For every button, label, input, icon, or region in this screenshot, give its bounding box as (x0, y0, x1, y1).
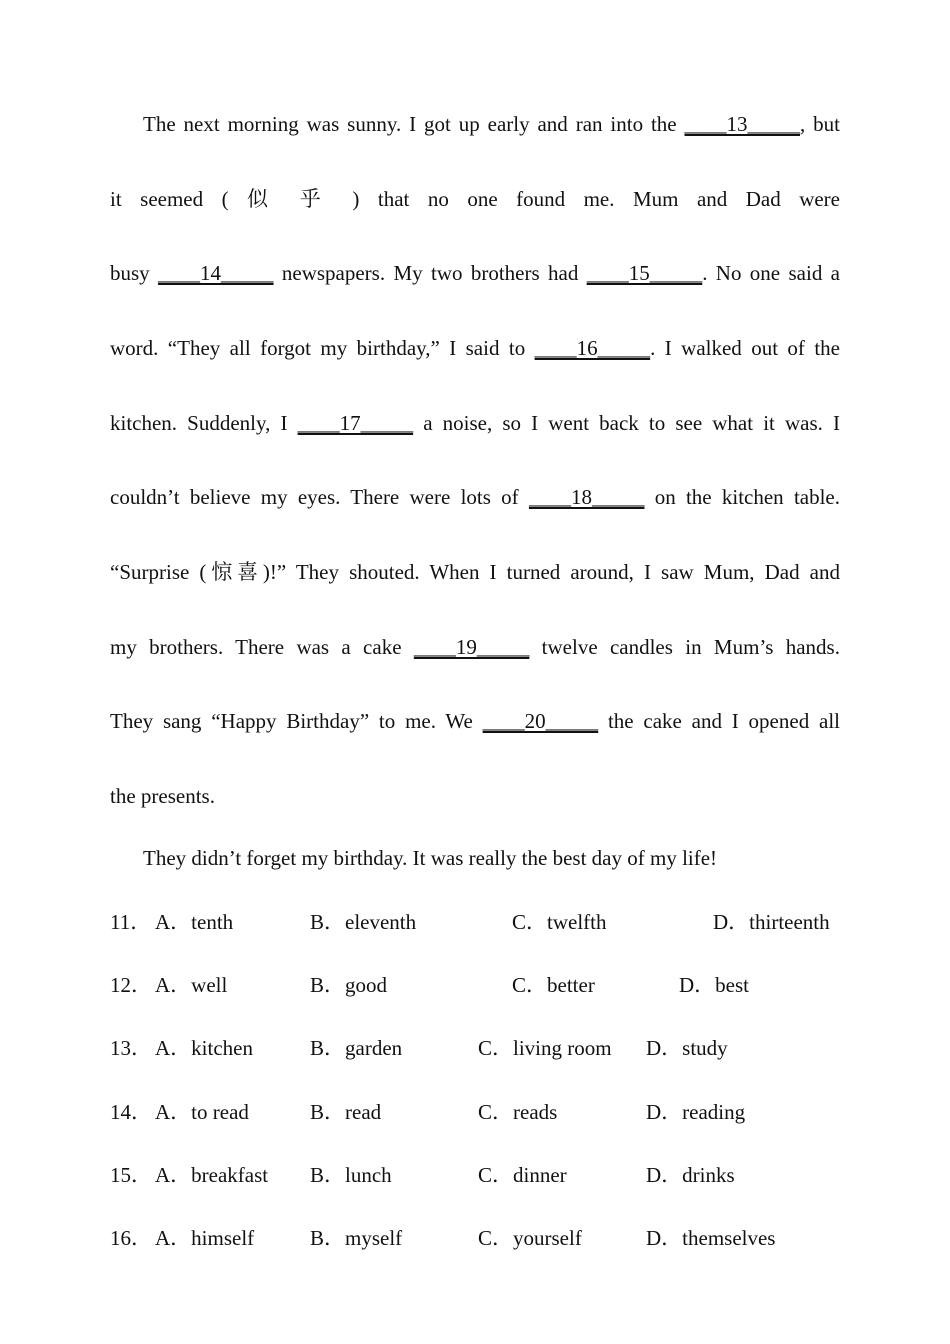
option-c[interactable]: C．dinner (478, 1163, 567, 1187)
option-d[interactable]: D．best (679, 973, 749, 997)
line-text: “Surprise (惊喜)!” They shouted. When I turned around, I saw Mum, Dad and (110, 560, 840, 584)
passage-line-6 (110, 483, 840, 511)
passage-line-7 (110, 558, 840, 586)
passage-line-3 (110, 259, 840, 287)
line-text: twelve candles in Mum’s hands. (529, 635, 840, 659)
option-d[interactable]: D．drinks (646, 1163, 735, 1187)
option-d[interactable]: D．study (646, 1036, 728, 1060)
option-b[interactable]: B．good (310, 973, 388, 997)
question-number: 16． (110, 1226, 152, 1250)
passage-line-2 (110, 185, 840, 213)
question-13 (110, 1034, 850, 1062)
blank-15[interactable]: ____15_____ (586, 261, 703, 285)
line-text: couldn’t believe my eyes. There were lots of (110, 485, 529, 509)
option-c[interactable]: C．yourself (478, 1226, 582, 1250)
option-b[interactable]: B．eleventh (310, 910, 417, 934)
blank-19[interactable]: ____19_____ (413, 635, 530, 659)
line-text: the presents. (110, 784, 215, 808)
closing-sentence: They didn’t forget my birthday. It was really the best day of my life! (143, 846, 718, 870)
question-number: 11． (110, 910, 152, 934)
passage-line-8 (110, 633, 840, 661)
option-b[interactable]: B．lunch (310, 1163, 392, 1187)
line-text: newspapers. My two brothers had (273, 261, 587, 285)
passage-line-5 (110, 409, 840, 437)
option-c[interactable]: C．living room (478, 1036, 612, 1060)
blank-13[interactable]: ____13_____ (684, 112, 801, 136)
line-text: on the kitchen table. (644, 485, 841, 509)
line-text: . No one said a (702, 261, 840, 285)
option-d[interactable]: D．themselves (646, 1226, 776, 1250)
line-text: a noise, so I went back to see what it was. I (413, 411, 840, 435)
passage-line-10 (110, 782, 840, 810)
question-16 (110, 1224, 850, 1252)
option-c[interactable]: C．twelfth (512, 910, 607, 934)
line-text: , but (800, 112, 840, 136)
option-c[interactable]: C．better (512, 973, 595, 997)
option-a[interactable]: A．himself (155, 1226, 255, 1250)
line-text: it seemed ( 似 乎 ) that no one found me. Mum and Dad were (110, 187, 840, 211)
option-b[interactable]: B．garden (310, 1036, 403, 1060)
option-a[interactable]: A．well (155, 973, 228, 997)
line-text: The next morning was sunny. I got up early and ran into the (143, 112, 685, 136)
question-number: 12． (110, 973, 152, 997)
blank-20[interactable]: ____20_____ (482, 709, 599, 733)
line-text: the cake and I opened all (598, 709, 840, 733)
line-text: word. “They all forgot my birthday,” I said to (110, 336, 535, 360)
question-15 (110, 1161, 850, 1189)
line-text: my brothers. There was a cake (110, 635, 414, 659)
blank-14[interactable]: ____14_____ (158, 261, 274, 285)
option-a[interactable]: A．tenth (155, 910, 234, 934)
passage-line-9 (110, 707, 840, 735)
question-14 (110, 1098, 850, 1126)
line-text: kitchen. Suddenly, I (110, 411, 298, 435)
option-b[interactable]: B．myself (310, 1226, 403, 1250)
option-c[interactable]: C．reads (478, 1100, 558, 1124)
blank-18[interactable]: ____18_____ (528, 485, 645, 509)
line-text: They sang “Happy Birthday” to me. We (110, 709, 483, 733)
option-a[interactable]: A．to read (155, 1100, 249, 1124)
question-11 (110, 908, 850, 936)
option-a[interactable]: A．breakfast (155, 1163, 269, 1187)
question-number: 15． (110, 1163, 152, 1187)
question-number: 13． (110, 1036, 152, 1060)
option-a[interactable]: A．kitchen (155, 1036, 253, 1060)
passage-line-1 (143, 110, 840, 138)
option-b[interactable]: B．read (310, 1100, 382, 1124)
question-12 (110, 971, 850, 999)
option-d[interactable]: D．reading (646, 1100, 746, 1124)
blank-16[interactable]: ____16_____ (534, 336, 651, 360)
option-d[interactable]: D．thirteenth (713, 910, 830, 934)
line-text: busy (110, 261, 159, 285)
blank-17[interactable]: ____17_____ (297, 411, 414, 435)
passage-line-4 (110, 334, 840, 362)
line-text: . I walked out of the (650, 336, 840, 360)
question-number: 14． (110, 1100, 152, 1124)
